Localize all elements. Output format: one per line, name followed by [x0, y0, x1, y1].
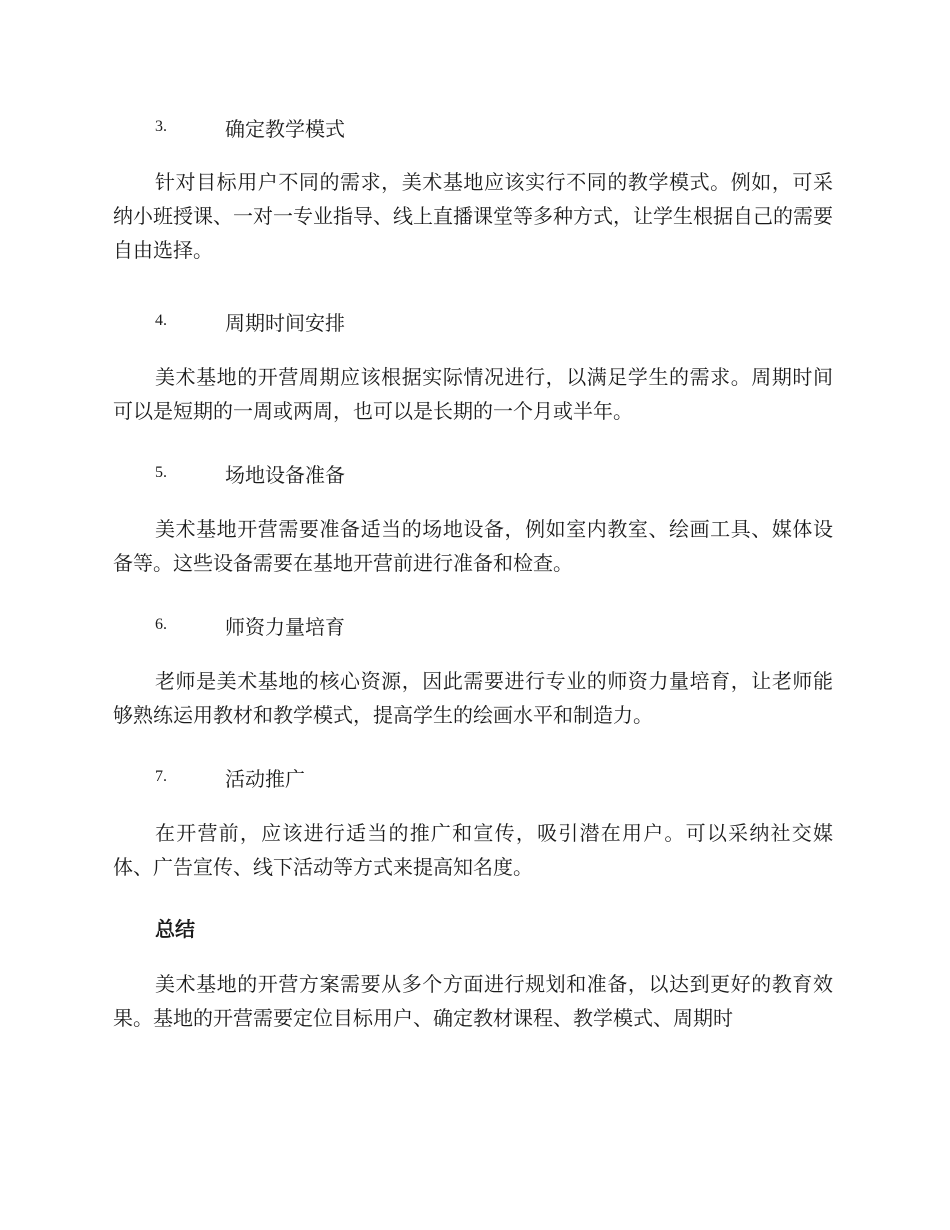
section-heading [155, 112, 345, 142]
section-number: 7. [155, 768, 167, 785]
section-title: 周期时间安排 [225, 310, 345, 335]
section-paragraph: 针对目标用户不同的需求，美术基地应该实行不同的教学模式。例如，可采纳小班授课、一对一专业指导、线上直播课堂等多种方式，让学生根据自己的需要自由选择。 [113, 170, 833, 262]
section-number: 5. [155, 464, 167, 481]
section-title: 确定教学模式 [225, 116, 345, 141]
section-heading [155, 610, 345, 640]
section-paragraph: 在开营前，应该进行适当的推广和宣传，吸引潜在用户。可以采纳社交媒体、广告宣传、线下活动等方式来提高知名度。 [113, 821, 833, 879]
section-number: 3. [155, 118, 167, 135]
section-heading [155, 762, 305, 792]
section-title: 场地设备准备 [225, 462, 345, 487]
section-paragraph: 美术基地的开营周期应该根据实际情况进行，以满足学生的需求。周期时间可以是短期的一周或两周，也可以是长期的一个月或半年。 [113, 365, 833, 423]
section-heading [155, 458, 345, 488]
summary-paragraph: 美术基地的开营方案需要从多个方面进行规划和准备，以达到更好的教育效果。基地的开营需要定位目标用户、确定教材课程、教学模式、周期时 [113, 972, 833, 1030]
section-paragraph: 老师是美术基地的核心资源，因此需要进行专业的师资力量培育，让老师能够熟练运用教材和教学模式，提高学生的绘画水平和制造力。 [113, 669, 833, 727]
section-paragraph: 美术基地开营需要准备适当的场地设备，例如室内教室、绘画工具、媒体设备等。这些设备需要在基地开营前进行准备和检查。 [113, 517, 833, 575]
section-title: 师资力量培育 [225, 614, 345, 639]
section-number: 4. [155, 312, 167, 329]
summary-heading: 总结 [155, 917, 195, 941]
section-heading [155, 306, 345, 336]
section-title: 活动推广 [225, 766, 305, 791]
section-number: 6. [155, 616, 167, 633]
